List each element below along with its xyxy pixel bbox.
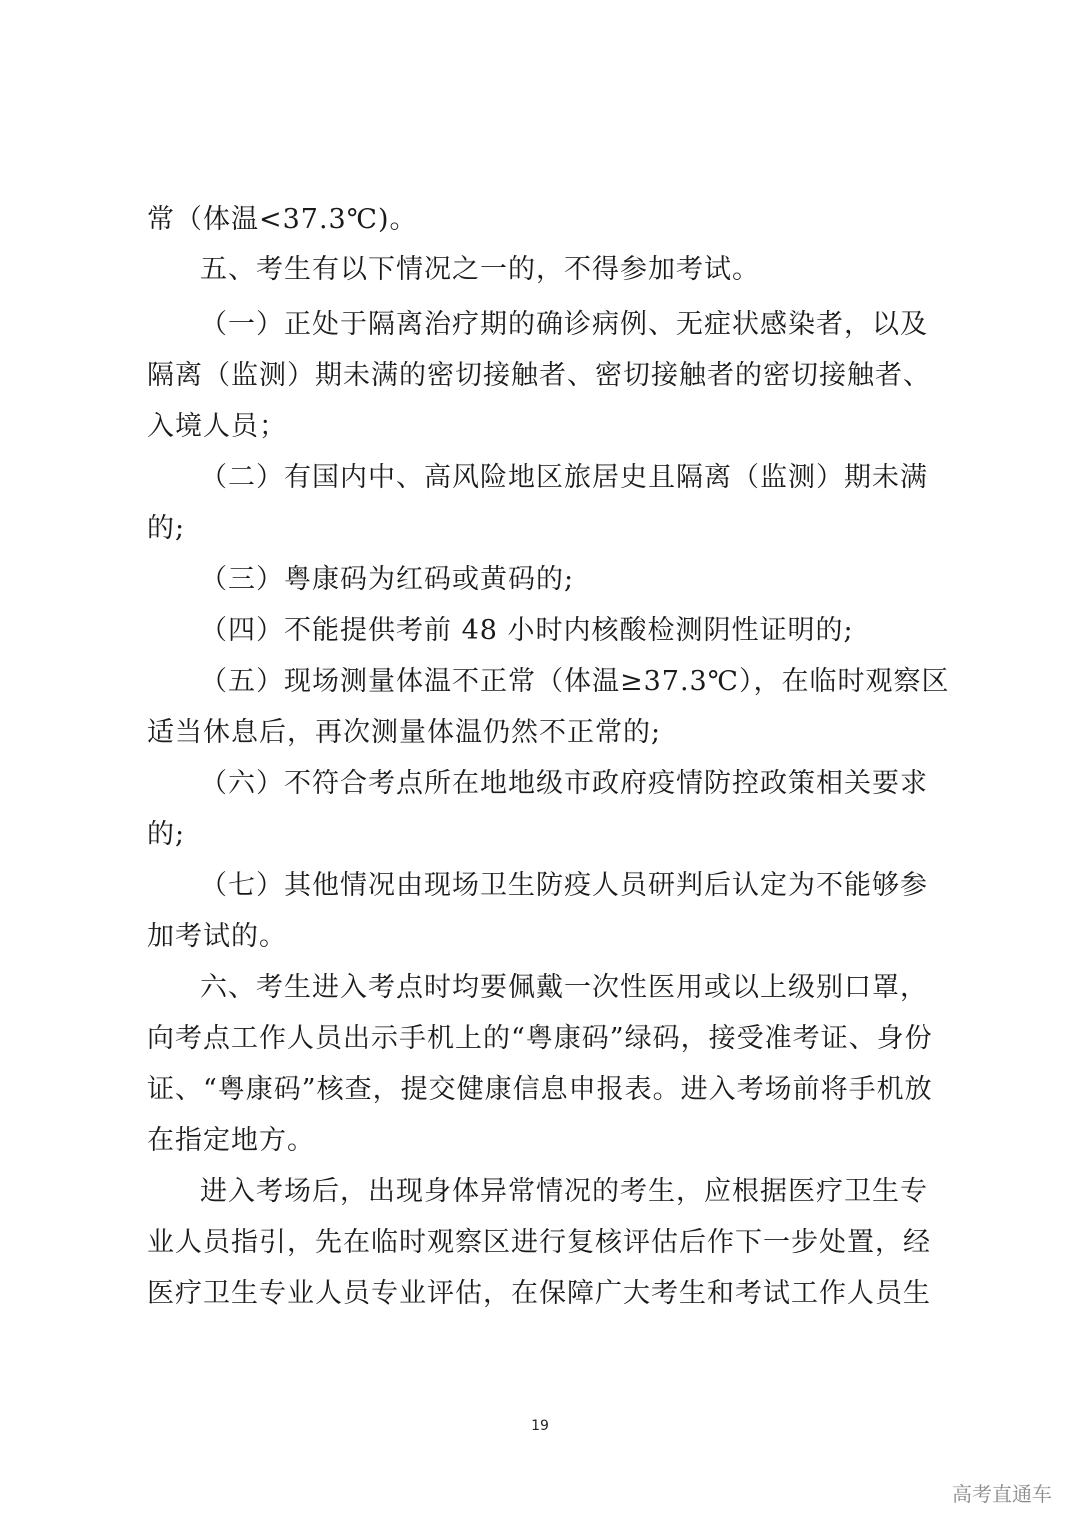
text-line: 的; xyxy=(147,513,186,544)
text-line: 证、“粤康码”核查，提交健康信息申报表。进入考场前将手机放 xyxy=(147,1074,933,1105)
section-heading: 六、考生进入考点时均要佩戴一次性医用或以上级别口罩， xyxy=(200,972,928,1003)
text-line: 在指定地方。 xyxy=(147,1125,315,1156)
page-number: 19 xyxy=(531,1418,549,1434)
section-heading: 五、考生有以下情况之一的，不得参加考试。 xyxy=(200,254,760,285)
text-line: 加考试的。 xyxy=(147,921,287,952)
list-item: （二）有国内中、高风险地区旅居史且隔离（监测）期未满 xyxy=(200,462,928,493)
watermark: 高考直通车 xyxy=(952,1482,1052,1506)
list-item: （五）现场测量体温不正常（体温≥37.3℃），在临时观察区 xyxy=(200,666,950,697)
text-line: 适当休息后，再次测量体温仍然不正常的; xyxy=(147,717,662,748)
paragraph-start: 进入考场后，出现身体异常情况的考生，应根据医疗卫生专 xyxy=(200,1176,928,1207)
text-line: 常（体温<37.3℃)。 xyxy=(147,204,418,235)
list-item: （七）其他情况由现场卫生防疫人员研判后认定为不能够参 xyxy=(200,870,928,901)
list-item: （六）不符合考点所在地地级市政府疫情防控政策相关要求 xyxy=(200,768,928,799)
text-line: 入境人员； xyxy=(147,411,287,442)
list-item: （一）正处于隔离治疗期的确诊病例、无症状感染者，以及 xyxy=(200,309,928,340)
list-item: （四）不能提供考前 48 小时内核酸检测阴性证明的; xyxy=(200,615,854,646)
text-line: 医疗卫生专业人员专业评估，在保障广大考生和考试工作人员生 xyxy=(147,1278,931,1309)
list-item: （三）粤康码为红码或黄码的; xyxy=(200,564,575,595)
text-line: 业人员指引，先在临时观察区进行复核评估后作下一步处置，经 xyxy=(147,1227,931,1258)
text-line: 的; xyxy=(147,819,186,850)
text-line: 隔离（监测）期未满的密切接触者、密切接触者的密切接触者、 xyxy=(147,360,931,391)
text-line: 向考点工作人员出示手机上的“粤康码”绿码，接受准考证、身份 xyxy=(147,1023,933,1054)
